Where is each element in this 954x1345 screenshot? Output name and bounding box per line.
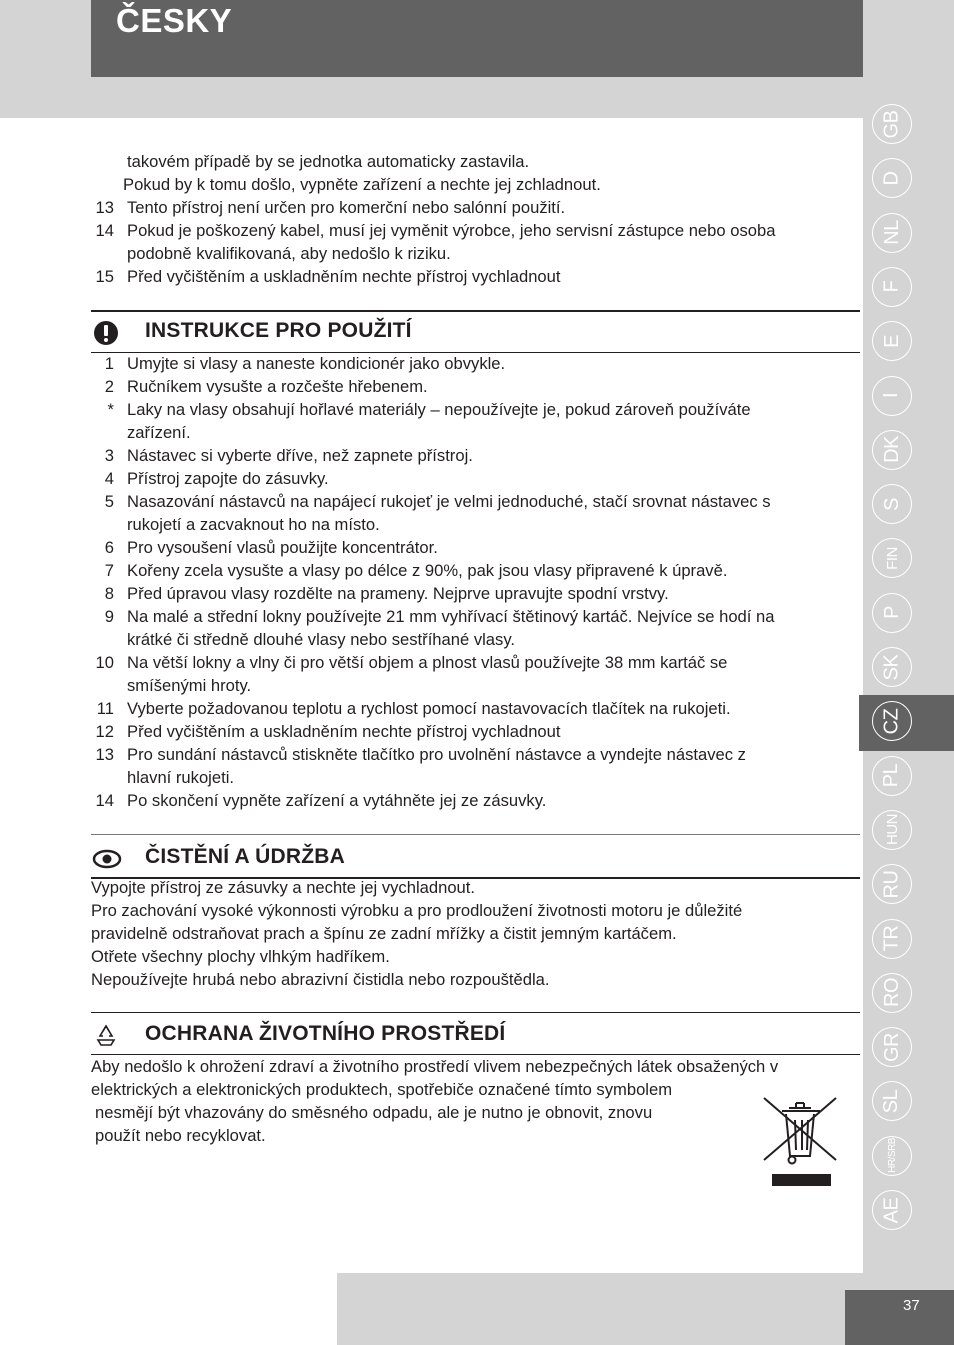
language-tab-ru[interactable] xyxy=(872,864,912,904)
list-item-text: Kořeny zcela vysušte a vlasy po délce z 90%, pak jsou vlasy připravené k úpravě. xyxy=(127,561,728,580)
language-code: RU xyxy=(880,870,903,899)
section-title-usage: INSTRUKCE PRO POUŽITÍ xyxy=(145,319,412,342)
list-item-text: Před úpravou vlasy rozdělte na prameny. Nejprve upravujte spodní vrstvy. xyxy=(127,584,669,603)
list-item-text: zařízení. xyxy=(127,423,191,442)
language-tab-p[interactable] xyxy=(872,593,912,633)
exclamation-icon xyxy=(91,318,121,348)
language-tab-gr[interactable] xyxy=(872,1027,912,1067)
list-item-number: 8 xyxy=(104,584,114,603)
list-item-number: 6 xyxy=(104,538,114,557)
language-code: D xyxy=(880,171,903,186)
list-item-text: smíšenými hroty. xyxy=(127,676,252,695)
language-code: GR xyxy=(880,1032,903,1062)
language-tab-ro[interactable] xyxy=(872,973,912,1013)
language-tab-nl[interactable] xyxy=(872,213,912,253)
section-title-cleaning: ČISTĚNÍ A ÚDRŽBA xyxy=(145,845,345,868)
language-tab-dk[interactable] xyxy=(872,430,912,470)
language-tab-tr[interactable] xyxy=(872,919,912,959)
language-code: DK xyxy=(880,436,903,464)
language-tab-d[interactable] xyxy=(872,158,912,198)
paragraph-line: elektrických a elektronických produktech, spotřebiče označené tímto symbolem xyxy=(91,1080,673,1099)
paragraph-line: Otřete všechny plochy vlhkým hadříkem. xyxy=(91,947,390,966)
language-tab-gb[interactable] xyxy=(872,104,912,144)
list-item-number: 1 xyxy=(104,354,114,373)
paragraph-line: Vypojte přístroj ze zásuvky a nechte jej vychladnout. xyxy=(91,878,476,897)
list-item-number: 7 xyxy=(104,561,114,580)
language-code: HUN xyxy=(883,814,901,846)
language-code: FIN xyxy=(883,547,901,570)
page-number: 37 xyxy=(903,1297,920,1314)
page-title: ČESKY xyxy=(116,2,233,39)
crossed-wheelie-bin-icon xyxy=(762,1094,838,1188)
list-item-number: 15 xyxy=(95,267,114,286)
intro-line-1: takovém případě by se jednotka automaticky zastavila. xyxy=(127,152,530,171)
language-tab-s[interactable] xyxy=(872,484,912,524)
list-item-number: 11 xyxy=(96,699,114,718)
language-code: E xyxy=(880,334,903,348)
list-item-number: 14 xyxy=(95,791,114,810)
list-item-text: Pro vysoušení vlasů použijte koncentrátor. xyxy=(127,538,438,557)
language-code: F xyxy=(880,281,903,293)
list-item-text: Před vyčištěním a uskladněním nechte přístroj vychladnout xyxy=(127,722,561,741)
list-item-text: rukojetí a zacvaknout ho na místo. xyxy=(127,515,380,534)
list-item-number: 9 xyxy=(104,607,114,626)
list-item-number: 10 xyxy=(95,653,114,672)
language-code: I xyxy=(880,392,903,399)
section-title-environment: OCHRANA ŽIVOTNÍHO PROSTŘEDÍ xyxy=(145,1022,506,1045)
language-tab-pl[interactable] xyxy=(872,756,912,796)
language-tab-hr-srb[interactable] xyxy=(872,1136,912,1176)
language-tab-fin[interactable] xyxy=(872,538,912,578)
intro-line-2: Pokud by k tomu došlo, vypněte zařízení a nechte jej zchladnout. xyxy=(123,175,601,194)
paragraph-line: Nepoužívejte hrubá nebo abrazivní čistidla nebo rozpouštědla. xyxy=(91,970,550,989)
language-code: P xyxy=(880,606,903,620)
list-item-number: 2 xyxy=(104,377,114,396)
paragraph-line: Pro zachování vysoké výkonnosti výrobku a pro prodloužení životnosti motoru je důležité xyxy=(91,901,743,920)
recycle-icon xyxy=(91,1021,121,1051)
list-item-text: Přístroj zapojte do zásuvky. xyxy=(127,469,329,488)
language-code: SL xyxy=(880,1089,903,1114)
list-item-text: Pro sundání nástavců stiskněte tlačítko pro uvolnění nástavce a vyndejte nástavec z xyxy=(127,745,746,764)
list-item-number: 13 xyxy=(95,745,114,764)
section-divider xyxy=(91,310,860,312)
list-item-text: Laky na vlasy obsahují hořlavé materiály – nepoužívejte je, pokud zároveň používáte xyxy=(127,400,751,419)
language-tab-i[interactable] xyxy=(872,376,912,416)
list-item-text: Pokud je poškozený kabel, musí jej vyměnit výrobce, jeho servisní zástupce nebo osoba xyxy=(127,221,776,240)
list-item-number: 5 xyxy=(104,492,114,511)
list-item-text: Ručníkem vysušte a rozčešte hřebenem. xyxy=(127,377,428,396)
language-tab-ae[interactable] xyxy=(872,1190,912,1230)
page-background-bottom xyxy=(0,1273,337,1345)
paragraph-line: Aby nedošlo k ohrožení zdraví a životního prostředí vlivem nebezpečných látek obsažených v xyxy=(91,1057,779,1076)
list-item-number: 4 xyxy=(104,469,114,488)
list-item-text: Umyjte si vlasy a naneste kondicionér jako obvykle. xyxy=(127,354,506,373)
list-item-number: 14 xyxy=(95,221,114,240)
list-item-text: Nasazování nástavců na napájecí rukojeť je velmi jednoduché, stačí srovnat nástavec s xyxy=(127,492,771,511)
language-tab-f[interactable] xyxy=(872,267,912,307)
list-item-number: * xyxy=(107,400,114,419)
language-code: NL xyxy=(880,220,903,245)
language-code: S xyxy=(880,497,903,511)
list-item-text: krátké či středně dlouhé vlasy nebo sestříhané vlasy. xyxy=(127,630,516,649)
language-tab-sk[interactable] xyxy=(872,647,912,687)
list-item-text: Nástavec si vyberte dříve, než zapnete přístroj. xyxy=(127,446,473,465)
language-code: SK xyxy=(880,654,903,680)
page-number-box xyxy=(845,1290,954,1345)
list-item-number: 12 xyxy=(95,722,114,741)
list-item-text: Na malé a střední lokny používejte 21 mm vyhřívací štětinový kartáč. Nejvíce se hodí na xyxy=(127,607,775,626)
section-divider xyxy=(91,834,860,835)
language-code: HR/SRB xyxy=(886,1138,898,1174)
list-item-number: 13 xyxy=(95,198,114,217)
section-divider xyxy=(91,1012,860,1013)
paragraph-line: nesmějí být vhazovány do směsného odpadu, ale je nutno je obnovit, znovu xyxy=(95,1103,653,1122)
eye-icon xyxy=(92,844,122,874)
paragraph-line: použít nebo recyklovat. xyxy=(95,1126,266,1145)
list-item-text: Po skončení vypněte zařízení a vytáhněte jej ze zásuvky. xyxy=(127,791,547,810)
language-code: AE xyxy=(880,1197,903,1223)
list-item-text: Vyberte požadovanou teplotu a rychlost pomocí nastavovacích tlačítek na rukojeti. xyxy=(127,699,731,718)
language-code: CZ xyxy=(880,708,903,735)
language-tab-e[interactable] xyxy=(872,321,912,361)
language-tab-hun[interactable] xyxy=(872,810,912,850)
language-code: RO xyxy=(880,978,903,1008)
language-code: GB xyxy=(880,110,903,138)
list-item-text: Tento přístroj není určen pro komerční nebo salónní použití. xyxy=(127,198,566,217)
list-item-text: Na větší lokny a vlny či pro větší objem a plnost vlasů používejte 38 mm kartáč se xyxy=(127,653,728,672)
language-code: TR xyxy=(880,925,903,952)
list-item-text: hlavní rukojeti. xyxy=(127,768,234,787)
list-item-text: Před vyčištěním a uskladněním nechte přístroj vychladnout xyxy=(127,267,561,286)
list-item-number: 3 xyxy=(104,446,114,465)
paragraph-line: pravidelně odstraňovat prach a špínu ze zadní mřížky a čistit jemným kartáčem. xyxy=(91,924,677,943)
language-code: PL xyxy=(880,763,903,788)
language-tab-sl[interactable] xyxy=(872,1081,912,1121)
list-item-text: podobně kvalifikovaná, aby nedošlo k riziku. xyxy=(127,244,451,263)
